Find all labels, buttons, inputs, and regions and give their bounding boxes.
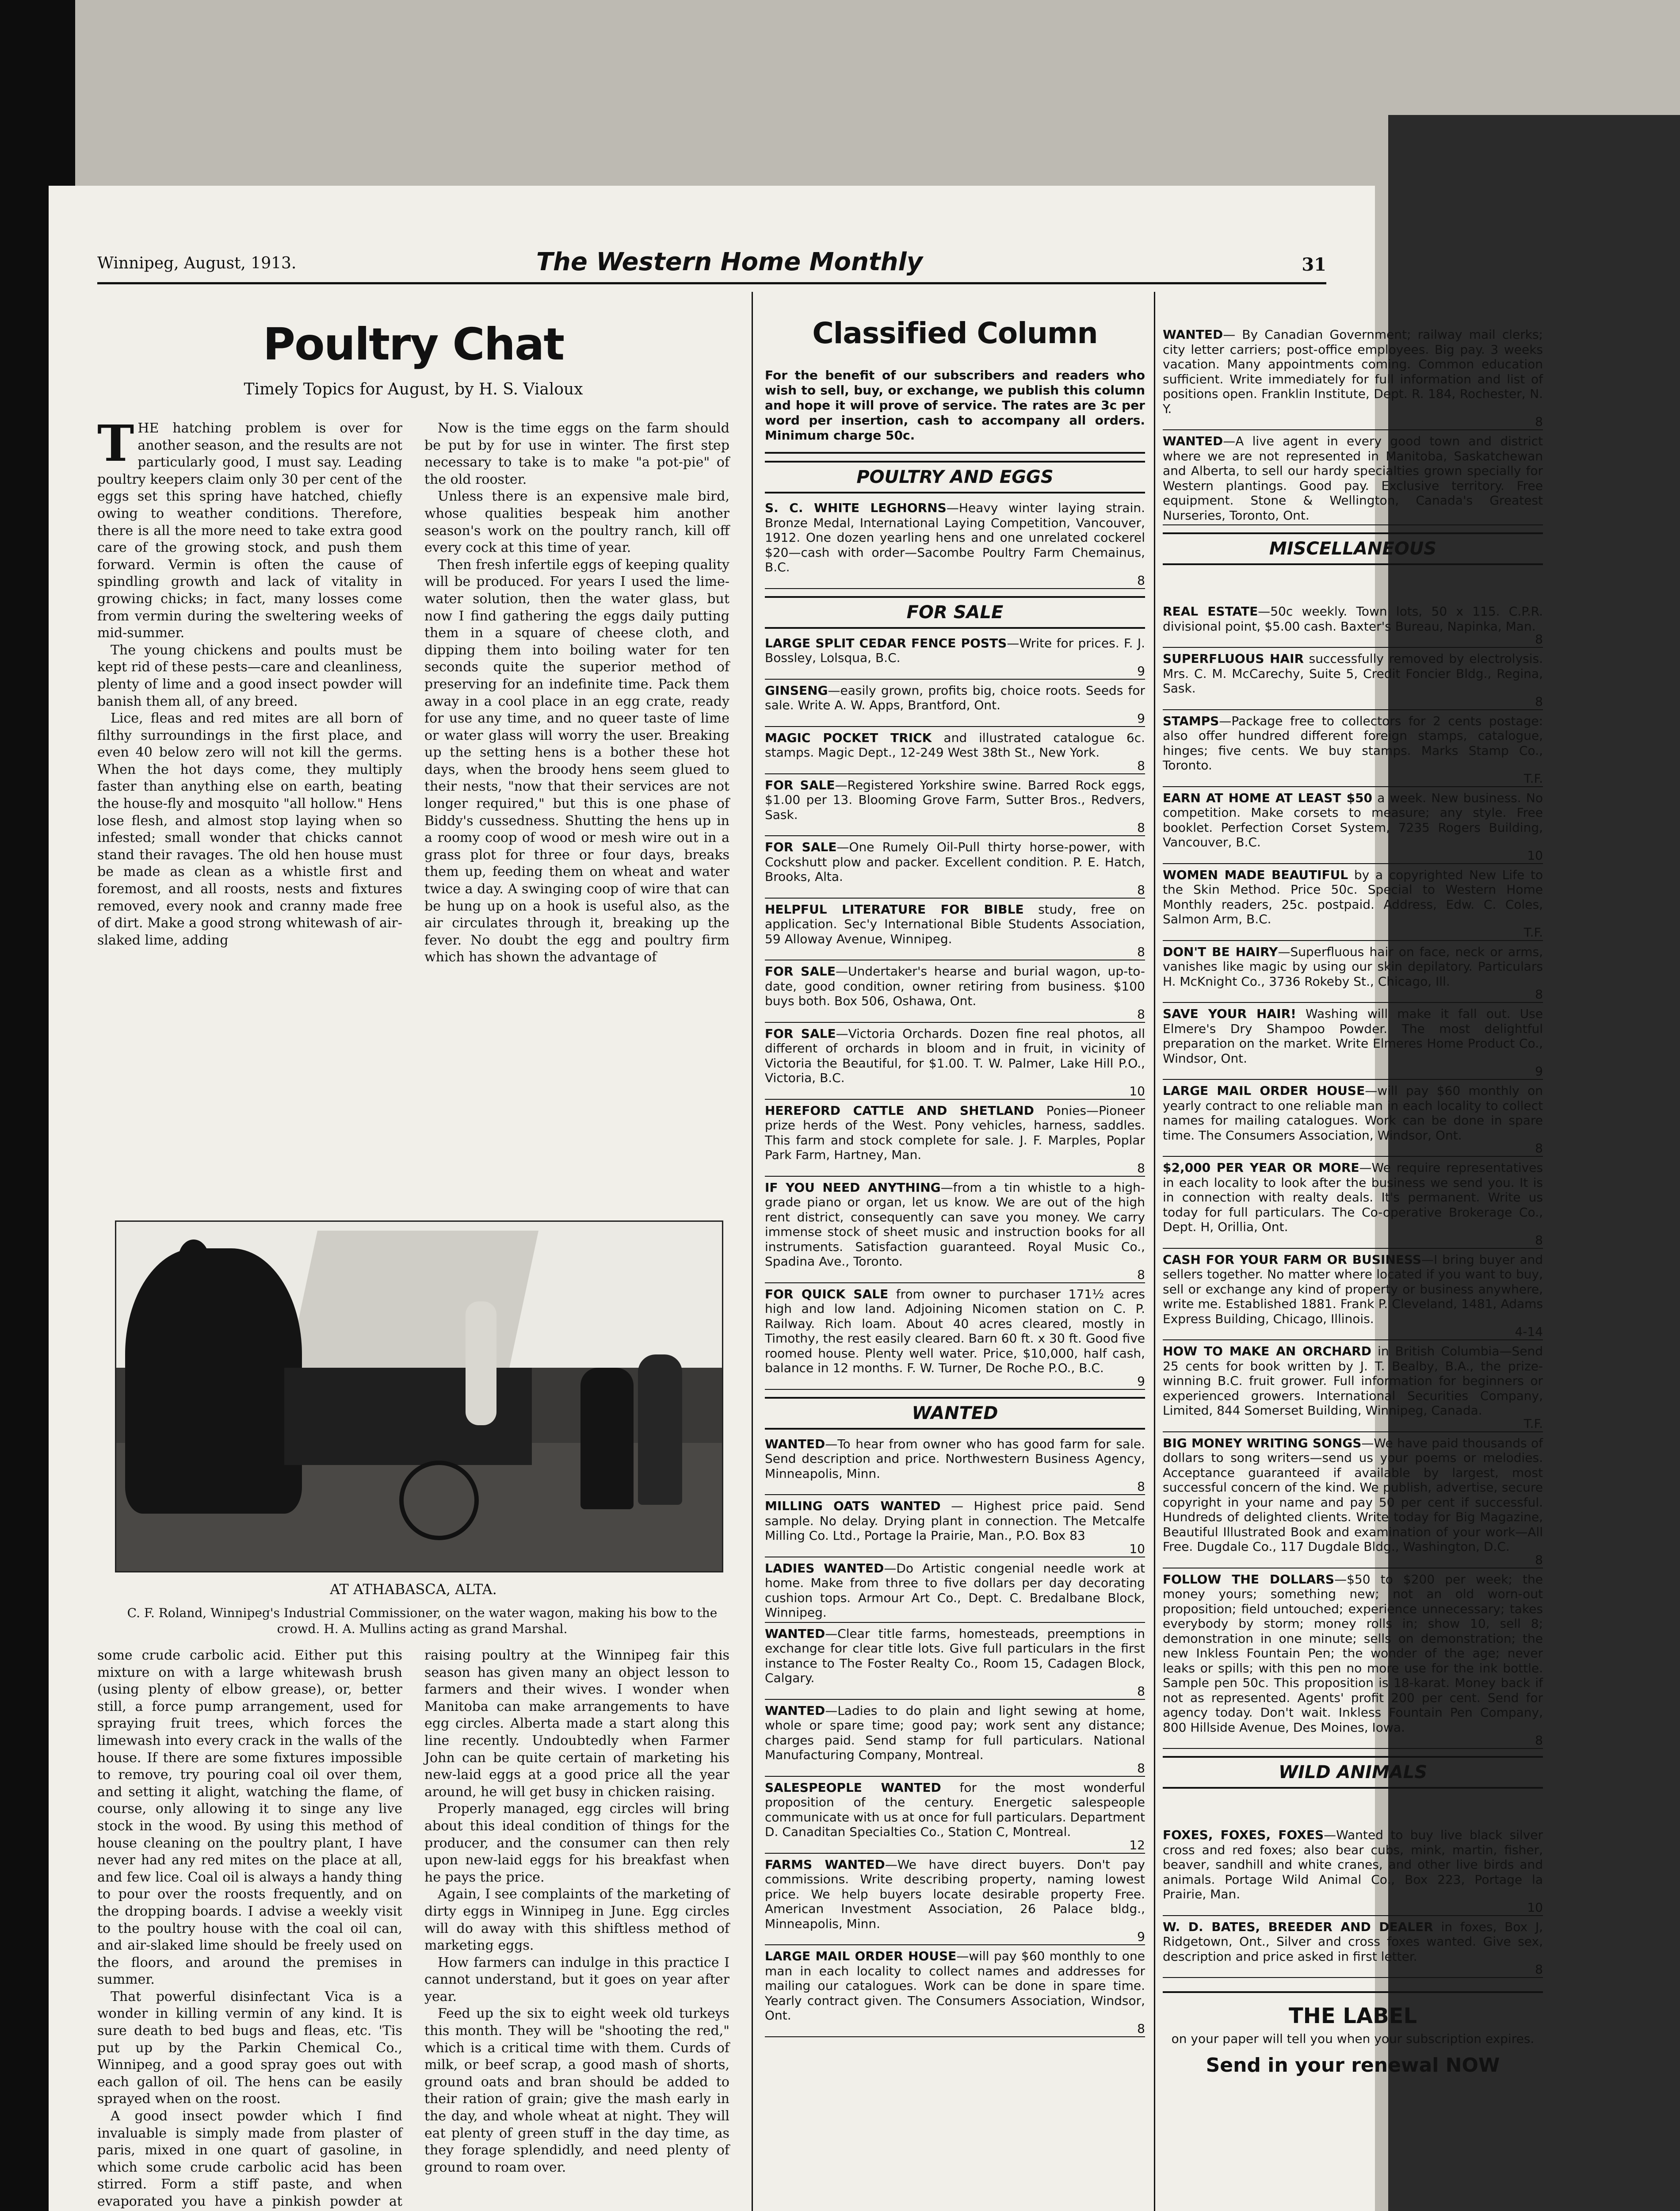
ad-text: by a copyrighted New Life to the Skin Method. Price 50c. Special to Western Home Monthly readers, 25c. postpaid. Address, Edw. C. Coles, Salmon Arm, B.C. bbox=[1163, 867, 1543, 926]
ad-lead: $2,000 PER YEAR OR MORE bbox=[1163, 1160, 1359, 1175]
ad-code: 8 bbox=[1535, 1141, 1543, 1155]
ad-code: 8 bbox=[1137, 882, 1145, 897]
ad-text: —will pay $60 monthly on yearly contract to one reliable man in each locality to collect names for mailing catalogues. Work can be done in spare time. The Consumers Association, Windsor, Ont. bbox=[1163, 1083, 1543, 1143]
ad-text: successfully removed by electrolysis. Mrs. C. M. McCarechy, Suite 5, Credit Foncier Bldg., Regina, Sask. bbox=[1163, 651, 1543, 696]
ads-top bbox=[1163, 292, 1543, 525]
classified-sections bbox=[765, 461, 1145, 2037]
article-paragraph: raising poultry at the Winnipeg fair this season has given many an object lesson to farmers and their wives. I wonder when Manitoba can make arrangements to have egg circles. Alberta made a start along this line recently. Undoubtedly when Farmer John can be quite certain of marketing his new-laid eggs at a good price all the year around, he will get busy in chicken raising. bbox=[424, 1648, 729, 1800]
ad-lead: HELPFUL LITERATURE FOR BIBLE bbox=[765, 902, 1024, 917]
classified-ad bbox=[765, 1433, 1145, 1496]
header-rule bbox=[97, 282, 1326, 284]
ad-text: —Write for prices. F. J. Bossley, Lolsqua, B.C. bbox=[765, 635, 1145, 665]
article-paragraph: Lice, fleas and red mites are all born of filthy surroundings in the first place, and even 40 below zero will not kill the germs. When the hot days come, they multiply faster than anything else on earth, beating the house-fly and mosquito "all hollow." Hens lose flesh, and almost stop laying when so infested; small wonder that chicks cannot stand their ravages. The old hen house must be made as clean as a whistle first and foremost, and all roosts, nests and fixtures removed, every nook and cranny made free of dirt. Make a good strong whitewash of air-slaked lime, adding bbox=[97, 711, 402, 948]
ad-code: 10 bbox=[1129, 1083, 1145, 1098]
photo-description: C. F. Roland, Winnipeg's Industrial Commissioner, on the water wagon, making his bow to the crowd. H. A. Mullins acting as grand Marshal. bbox=[127, 1606, 718, 1636]
ad-lead: WANTED bbox=[765, 1703, 825, 1718]
ad-text: —Do Artistic congenial needle work at home. Make from three to five dollars per day decorating cushion tops. Armour Art Co., Dept. C. Bredalbane Block, Winnipeg. bbox=[765, 1561, 1145, 1620]
ad-code: 8 bbox=[1535, 694, 1543, 709]
ad-text: and illustrated catalogue 6c. stamps. Magic Dept., 12-249 West 38th St., New York. bbox=[765, 730, 1145, 760]
classified-ad bbox=[765, 1623, 1145, 1700]
ad-code: 8 bbox=[1137, 573, 1145, 588]
ad-lead: LARGE MAIL ORDER HOUSE bbox=[765, 1949, 957, 1963]
ad-text: —One Rumely Oil-Pull thirty horse-power, with Cockshutt plow and packer. Excellent condition. P. E. Hatch, Brooks, Alta. bbox=[765, 840, 1145, 884]
ad-lead: DON'T BE HAIRY bbox=[1163, 944, 1278, 959]
classified-ad bbox=[765, 680, 1145, 727]
classified-ad bbox=[765, 1100, 1145, 1177]
ad-lead: FOLLOW THE DOLLARS bbox=[1163, 1572, 1335, 1587]
classified-ad bbox=[765, 497, 1145, 589]
ad-code: 8 bbox=[1137, 945, 1145, 959]
ad-code: 8 bbox=[1137, 1479, 1145, 1494]
classified-column bbox=[765, 292, 1145, 2037]
article-paragraph: That powerful disinfectant Vica is a wonder in killing vermin of any kind. It is sure death to bed bugs and fleas, etc. 'Tis put up by the Parkin Chemical Co., Winnipeg, and a good spray goes out with each gallon of oil. The hens can be easily sprayed when on the roost. bbox=[97, 1989, 402, 2107]
classified-ad bbox=[765, 774, 1145, 837]
ad-text: —We require representatives in each locality to look after the business we send you. It is in connection with realty deals. It's permanent. Write us today for full particulars. The Co-operative Brokerage Co., Dept. H, Orillia, Ont. bbox=[1163, 1160, 1543, 1234]
ad-code: 12 bbox=[1129, 1837, 1145, 1852]
ad-text: —We have direct buyers. Don't pay commissions. Write describing property, naming lowest price. We help buyers locate desirable property Free. American Investment Association, 26 Palace bldg., Minneapolis, Minn. bbox=[765, 1857, 1145, 1931]
classified-ad bbox=[1163, 710, 1543, 787]
ad-code: 8 bbox=[1535, 414, 1543, 429]
ad-code: 10 bbox=[1527, 1900, 1543, 1915]
classified-ad bbox=[765, 1023, 1145, 1100]
ad-text: for the most wonderful proposition of the century. Energetic salespeople communicate with us at once for full particulars. Department D. Canaditan Specialties Co., Station C, Montreal. bbox=[765, 1780, 1145, 1839]
ad-lead: WANTED bbox=[1163, 434, 1223, 448]
article-column-2 bbox=[424, 420, 729, 1207]
article-paragraph: Then fresh infertile eggs of keeping quality will be produced. For years I used the lime-water solution, then the water glass, but now I find gathering the eggs daily putting them in a square of cheese cloth, and dipping them into boiling water for ten seconds quite the superior method of preserving for an indefinite time. Pack them away in a cool place in an egg crate, ready for use any time, and no queer taste of lime or water glass will worry the user. Breaking up the setting hens is a bother these hot days, when the broody hens seem glued to their nests, "now that their services are not longer required," but this is one phase of Biddy's cussedness. Shutting the hens up in a roomy coop of wood or mesh wire out in a grass plot for three or four days, breaks them up, feeding them on wheat and water twice a day. A swinging coop of wire that can be hung up on a hook is useful also, as the air circulates through it, breaking up the fever. No doubt the egg and poultry firm which has shown the advantage of bbox=[424, 557, 729, 965]
ad-code: 9 bbox=[1137, 711, 1145, 726]
ad-lead: S. C. WHITE LEGHORNS bbox=[765, 501, 947, 515]
article-paragraph: some crude carbolic acid. Either put this mixture on with a large whitewash brush (using plenty of elbow grease), or, better still, a force pump arrangement, used for spraying fruit trees, which forces the limewash into every crack in the walls of the house. If there are some fixtures impossible to remove, try pouring coal oil over them, and setting it alight, watching the flame, of course, only allowing it to singe any live stock in the wood. By using this method of house cleaning on the poultry plant, I have never had any red mites on the place at all, and few lice. Coal oil is always a handy thing to pour over the roosts frequently, and on the dropping boards. I advise a weekly visit to the poultry house with the coal oil can, and air-slaked lime should be freely used on the floors, and around the premises in summer. bbox=[97, 1648, 402, 1988]
ad-code: T.F. bbox=[1523, 925, 1543, 940]
ad-code: 9 bbox=[1137, 663, 1145, 678]
ad-text: —Superfluous hair on face, neck or arms, vanishes like magic by using our skin depilatory. Particulars H. McKnight Co., 3736 Rokeby St., Chicago, Ill. bbox=[1163, 944, 1543, 989]
classified-ad bbox=[1163, 1157, 1543, 1249]
ad-code: 9 bbox=[1137, 1373, 1145, 1389]
photo-figure bbox=[638, 1354, 682, 1505]
classified-ad bbox=[1163, 648, 1543, 710]
classified-ad bbox=[765, 899, 1145, 961]
ad-text: —Wanted to buy live black silver cross and red foxes; also bear cubs, mink, martin, fisher, beaver, sandhill and white cranes, and other live birds and animals. Portage Wild Animal Co., Box 223, Portage la Prairie, Man. bbox=[1163, 1828, 1543, 1901]
label-subtitle: on your paper will tell you when your subscription expires. bbox=[1171, 2031, 1535, 2046]
article-paragraph: THE hatching problem is over for another season, and the results are not particularly good, I must say. Leading poultry keepers claim only 30 per cent of the eggs set this spring have hatched, chiefly owing to weather conditions. Therefore, there is all the more need to take extra good care of the growing stock, and push them forward. Vermin is often the cause of spindling growth and lack of vitality in growing chicks; in fact, many losses come from vermin during the sweltering weeks of mid-summer. bbox=[97, 415, 402, 641]
ad-lead: IF YOU NEED ANYTHING bbox=[765, 1180, 941, 1195]
header-publication-title: The Western Home Monthly bbox=[536, 248, 923, 276]
classified-ad bbox=[1163, 569, 1543, 648]
photo-figure bbox=[580, 1368, 634, 1509]
label-title: THE LABEL bbox=[1163, 1991, 1543, 2028]
classified-ad bbox=[1163, 1568, 1543, 1749]
classified-ad bbox=[765, 960, 1145, 1023]
drop-cap: T bbox=[97, 415, 134, 473]
ad-code: 8 bbox=[1137, 1160, 1145, 1175]
ad-text: —from a tin whistle to a high-grade piano or organ, let us know. We are out of the high rent district, consequently can save you money. We carry immense stock of sheet music and instruction books for all instruments. Satisfaction guaranteed. Royal Music Co., Spadina Ave., Toronto. bbox=[765, 1180, 1145, 1269]
classified-ad bbox=[1163, 1003, 1543, 1080]
ad-lead: REAL ESTATE bbox=[1163, 604, 1258, 619]
ad-lead: WOMEN MADE BEAUTIFUL bbox=[1163, 867, 1348, 882]
article-paragraph: A good insect powder which I find invaluable is simply made from plaster of paris, mixed in one quart of gasoline, in which some crude carbolic acid has been stirred. Form a stiff paste, and when evaporated you have a pinkish powder at bbox=[97, 2108, 402, 2209]
ad-text: —A live agent in every good town and district where we are not represented in Manitoba, Saskatchewan and Alberta, to sell our hardy specialties grown specially for Western plantings. Good pay. Exclusive territory. Free equipment. Stone & Wellington, Canada's Greatest Nurseries, Toronto, Ont. bbox=[1163, 434, 1543, 523]
photo-caption: AT ATHABASCA, ALTA. bbox=[330, 1581, 497, 1598]
ad-lead: GINSENG bbox=[765, 683, 828, 698]
classified-ad bbox=[765, 1495, 1145, 1557]
article-paragraph: Now is the time eggs on the farm should be put by for use in winter. The first step necessary to take is to make "a pot-pie" of the old rooster. bbox=[424, 421, 729, 487]
ad-code: 8 bbox=[1535, 1552, 1543, 1567]
ad-text: in foxes, Box J, Ridgetown, Ont., Silver and cross foxes wanted. Give sex, description and price asked in first letter. bbox=[1163, 1919, 1543, 1964]
ad-lead: LARGE MAIL ORDER HOUSE bbox=[1163, 1083, 1365, 1098]
article-column-1 bbox=[97, 415, 402, 1207]
classified-ad bbox=[1163, 787, 1543, 864]
classified-ad bbox=[1163, 864, 1543, 941]
ad-lead: FOXES, FOXES, FOXES bbox=[1163, 1828, 1324, 1842]
classified-ad bbox=[765, 1854, 1145, 1946]
ad-code: 8 bbox=[1137, 2021, 1145, 2036]
ad-lead: WANTED bbox=[765, 1436, 825, 1451]
article-paragraph: Unless there is an expensive male bird, whose qualities bespeak him another season's work on the poultry ranch, kill off every cock at this time of year. bbox=[424, 489, 729, 556]
ad-lead: WANTED bbox=[765, 1626, 825, 1641]
ad-lead: SUPERFLUOUS HAIR bbox=[1163, 651, 1304, 666]
ad-text: —Undertaker's hearse and burial wagon, up-to-date, good condition, owner retiring from business. $100 buys both. Box 506, Oshawa, Ont. bbox=[765, 964, 1145, 1008]
ad-lead: SALESPEOPLE WANTED bbox=[765, 1780, 941, 1795]
article-column-4 bbox=[424, 1647, 729, 2175]
article-paragraph: How farmers can indulge in this practice I cannot understand, but it goes on year after year. bbox=[424, 1955, 729, 2004]
article-paragraph: The young chickens and poults must be kept rid of these pests—care and cleanliness, plenty of lime and a good insect powder will banish them all, of any breed. bbox=[97, 642, 402, 709]
ad-code: 8 bbox=[1535, 632, 1543, 646]
article-column-3 bbox=[97, 1647, 402, 2211]
ad-text: —I bring buyer and sellers together. No matter where located if you want to buy, sell or exchange any kind of property or business anywhere, write me. Established 1881. Frank P. Cleveland, 1481, Adams Express Building, Chicago, Illinois. bbox=[1163, 1252, 1543, 1326]
classified-ad bbox=[1163, 292, 1543, 430]
ad-lead: HEREFORD CATTLE AND SHETLAND bbox=[765, 1103, 1034, 1118]
ad-text: — By Canadian Government; railway mail clerks; city letter carriers; post-office employees. Big pay. 3 weeks vacation. Many appointments coming. Common education sufficient. Write immediately for full information and list of positions open. Franklin Institute, Dept. R. 184, Rochester, N. Y. bbox=[1163, 327, 1543, 416]
classified-ad bbox=[765, 836, 1145, 899]
classified-intro: For the benefit of our subscribers and readers who wish to sell, buy, or exchange, we publish this column and hope it will prove of service. The rates are 3c per word per insertion, cash to accompany all orders. Minimum charge 50c. bbox=[765, 368, 1145, 454]
ad-lead: HOW TO MAKE AN ORCHARD bbox=[1163, 1344, 1371, 1358]
classified-ad bbox=[1163, 430, 1543, 525]
classified-ad bbox=[1163, 1249, 1543, 1341]
classified-ad bbox=[765, 1700, 1145, 1777]
column-rule bbox=[1154, 292, 1155, 2211]
ad-text: study, free on application. Sec'y International Bible Students Association, 59 Alloway Avenue, Winnipeg. bbox=[765, 902, 1145, 946]
magazine-page bbox=[49, 186, 1543, 2211]
column-rule bbox=[752, 292, 753, 2211]
section-heading: FOR SALE bbox=[765, 596, 1145, 629]
ad-text: —will pay $60 monthly to one man in each locality to collect names and addresses for mailing our catalogues. Work can be done in spare time. Yearly contract given. The Consumers Association, Windsor, Ont. bbox=[765, 1949, 1145, 2023]
classified-column-right bbox=[1163, 292, 1543, 2077]
section-heading: POULTRY AND EGGS bbox=[765, 461, 1145, 493]
header-date: Winnipeg, August, 1913. bbox=[97, 254, 297, 272]
ad-text: —We have paid thousands of dollars to song writers—send us your poems or melodies. Acceptance guaranteed if available by largest, most successful concern of the kind. We publish, advertise, secure copyright in your name and pay 50 per cent if successful. Hundreds of delighted clients. Write today for Big Magazine, Beautiful Illustrated Book and examination of your work—All Free. Dugdale Co., 117 Dugdale Bldg., Washington, D.C. bbox=[1163, 1435, 1543, 1554]
classified-ad bbox=[1163, 1432, 1543, 1568]
classified-title: Classified Column bbox=[812, 316, 1098, 350]
ad-lead: CASH FOR YOUR FARM OR BUSINESS bbox=[1163, 1252, 1421, 1267]
ad-code: 8 bbox=[1535, 1733, 1543, 1748]
classified-ad bbox=[1163, 1340, 1543, 1432]
classified-ad bbox=[765, 727, 1145, 774]
ad-text: —Registered Yorkshire swine. Barred Rock eggs, $1.00 per 13. Blooming Grove Farm, Sutter Bros., Redvers, Sask. bbox=[765, 777, 1145, 822]
ad-code: 8 bbox=[1535, 1962, 1543, 1977]
ad-text: —Victoria Orchards. Dozen fine real photos, all different of orchards in bloom and in fruit, in vicinity of Victoria the Beautiful, for $1.00. T. W. Palmer, Lake Hill P.O., Victoria, B.C. bbox=[765, 1026, 1145, 1085]
ad-code: T.F. bbox=[1523, 771, 1543, 786]
renewal-call-to-action: Send in your renewal NOW bbox=[1206, 2054, 1500, 2077]
ad-text: —Package free to collectors for 2 cents postage: also offer hundred different foreign stamps, catalogue, hinges; five cents. We buy stamps. Marks Stamp Co., Toronto. bbox=[1163, 713, 1543, 773]
ad-text: —To hear from owner who has good farm for sale. Send description and price. Northwestern Business Agency, Minneapolis, Minn. bbox=[765, 1436, 1145, 1481]
ad-code: 8 bbox=[1137, 1006, 1145, 1021]
section-heading-wild-animals: WILD ANIMALS bbox=[1163, 1756, 1543, 1789]
ad-lead: STAMPS bbox=[1163, 713, 1219, 728]
ad-text: from owner to purchaser 171½ acres high and low land. Adjoining Nicomen station on C. P. Railway. Rich loam. About 40 acres cleared, mostly in Timothy, the rest easily cleared. Barn 60 ft. x 30 ft. Good five roomed house. Plenty well water. Price, $10,000, half cash, balance in 12 months. F. W. Turner, De Roche P.O., B.C. bbox=[765, 1286, 1145, 1375]
label-notice bbox=[1163, 1991, 1543, 2077]
ad-lead: FOR QUICK SALE bbox=[765, 1286, 889, 1301]
classified-ad bbox=[1163, 1916, 1543, 1978]
ad-lead: WANTED bbox=[1163, 327, 1223, 342]
ad-text: Washing will make it fall out. Use Elmere's Dry Shampoo Powder. The most delightful preparation on the market. Write Elmeres Home Product Co., Windsor, Ont. bbox=[1163, 1006, 1543, 1066]
ad-lead: W. D. BATES, BREEDER AND DEALER bbox=[1163, 1919, 1433, 1934]
ad-lead: MILLING OATS WANTED bbox=[765, 1499, 941, 1513]
classified-ad bbox=[1163, 941, 1543, 1003]
ad-code: 8 bbox=[1137, 820, 1145, 835]
classified-ad bbox=[1163, 1792, 1543, 1916]
ad-code: 9 bbox=[1535, 1064, 1543, 1079]
ad-text: —easily grown, profits big, choice roots. Seeds for sale. Write A. W. Apps, Brantford, Ont. bbox=[765, 683, 1145, 712]
classified-ad bbox=[765, 1945, 1145, 2037]
article-title: Poultry Chat bbox=[263, 318, 564, 370]
ad-lead: FOR SALE bbox=[765, 777, 835, 792]
ad-text: —Clear title farms, homesteads, preemptions in exchange for clear title lots. Give full particulars in the first instance to The Foster Realty Co., Room 15, Cadagen Block, Calgary. bbox=[765, 1626, 1145, 1685]
ad-code: 8 bbox=[1137, 1760, 1145, 1775]
ad-lead: LADIES WANTED bbox=[765, 1561, 884, 1576]
classified-ad bbox=[1163, 1080, 1543, 1157]
classified-ad bbox=[765, 632, 1145, 680]
ad-lead: EARN AT HOME AT LEAST $50 bbox=[1163, 790, 1373, 805]
header-page-number: 31 bbox=[1302, 254, 1326, 275]
ads-miscellaneous bbox=[1163, 569, 1543, 1749]
ad-lead: LARGE SPLIT CEDAR FENCE POSTS bbox=[765, 635, 1007, 650]
section-heading: WANTED bbox=[765, 1397, 1145, 1430]
article-paragraph: Properly managed, egg circles will bring about this ideal condition of things for the producer, and the consumer can then rely upon new-laid eggs for his breakfast when he pays the price. bbox=[424, 1801, 729, 1885]
ads-wild-animals bbox=[1163, 1792, 1543, 1978]
photo-horse bbox=[125, 1248, 302, 1514]
photo-building bbox=[286, 1231, 538, 1377]
ad-text: Ponies—Pioneer prize herds of the West. Pony vehicles, harness, saddles. This farm and stock complete for sale. J. F. Marples, Poplar Park Farm, Hartney, Man. bbox=[765, 1103, 1145, 1162]
article-photo bbox=[115, 1220, 723, 1572]
ad-lead: MAGIC POCKET TRICK bbox=[765, 730, 932, 745]
ad-text: — Highest price paid. Send sample. No delay. Drying plant in connection. The Metcalfe Milling Co. Ltd., Portage la Prairie, Man., P.O. Box 83 bbox=[765, 1499, 1145, 1543]
classified-ad bbox=[765, 1177, 1145, 1283]
classified-ad bbox=[765, 1777, 1145, 1854]
ad-code: 8 bbox=[1137, 1683, 1145, 1698]
ad-lead: FOR SALE bbox=[765, 840, 837, 854]
ad-code: 8 bbox=[1535, 987, 1543, 1002]
ad-code: 9 bbox=[1137, 1929, 1145, 1944]
ad-lead: FARMS WANTED bbox=[765, 1857, 885, 1872]
ad-text: —Ladies to do plain and light sewing at home, whole or spare time; good pay; work sent any distance; charges paid. Send stamp for full particulars. National Manufacturing Company, Montreal. bbox=[765, 1703, 1145, 1762]
article-paragraph: Again, I see complaints of the marketing of dirty eggs in Winnipeg in June. Egg circles will do away with this shiftless method of marketing eggs. bbox=[424, 1886, 729, 1954]
photo-wheel bbox=[399, 1461, 479, 1540]
ad-code: 10 bbox=[1129, 1541, 1145, 1556]
ad-code: 8 bbox=[1535, 1232, 1543, 1247]
ad-code: 8 bbox=[1137, 1267, 1145, 1282]
ad-text: —Heavy winter laying strain. Bronze Medal, International Laying Competition, Vancouver, 1912. One dozen yearling hens and one unrelated cockerel $20—cash with order—Sacombe Poultry Farm Chemainus, B.C. bbox=[765, 501, 1145, 574]
classified-ad bbox=[765, 1557, 1145, 1623]
ad-code: 10 bbox=[1527, 848, 1543, 863]
ad-text: a week. New business. No competition. Make corsets to measure; any style. Free booklet. Perfection Corset System, 7235 Rogers Building, Vancouver, B.C. bbox=[1163, 790, 1543, 849]
photo-figure bbox=[178, 1239, 209, 1279]
ad-code: T.F. bbox=[1523, 1416, 1543, 1431]
ad-lead: FOR SALE bbox=[765, 964, 836, 979]
article-subtitle: Timely Topics for August, by H. S. Vialoux bbox=[244, 380, 583, 398]
article-paragraph: Feed up the six to eight week old turkeys this month. They will be "shooting the red," which is a critical time with them. Curds of milk, or beef scrap, a good mash of shorts, ground oats and bran should be added to their ration of grain; give the mash early in the day, and whole wheat at night. They will eat plenty of green stuff in the day time, as they forage splendidly, and need plenty of ground to roam over. bbox=[424, 2006, 729, 2175]
ad-code: 4-14 bbox=[1515, 1324, 1543, 1339]
ad-text: —50c weekly. Town lots, 50 x 115. C.P.R. divisional point, $5.00 cash. Baxter's Bureau, Napinka, Man. bbox=[1163, 604, 1543, 634]
photo-figure-standing bbox=[466, 1301, 496, 1425]
ad-lead: FOR SALE bbox=[765, 1026, 836, 1041]
ad-lead: BIG MONEY WRITING SONGS bbox=[1163, 1435, 1362, 1450]
ad-lead: SAVE YOUR HAIR! bbox=[1163, 1006, 1296, 1021]
ad-text: in British Columbia—Send 25 cents for book written by J. T. Bealby, B.A., the prize-winning B.C. fruit grower. Full information for beginners or experienced growers. International Securities Company, Limited, 844 Somerset Building, Winnipeg, Canada. bbox=[1163, 1344, 1543, 1418]
classified-ad bbox=[765, 1283, 1145, 1390]
ad-code: 8 bbox=[1137, 758, 1145, 773]
section-heading-miscellaneous: MISCELLANEOUS bbox=[1163, 532, 1543, 565]
ad-text: —$50 to $200 per week; the money yours; something new; not an old worn-out proposition; field untouched; experience unnecessary; takes everybody by storm; money rolls in; show 10, sell 8; demonstration in one minute; sells on demonstration; the new Inkless Fountain Pen; the wonder of the age; never leaks or spills; with this pen no more use for the ink bottle. Sample pen 50c. This proposition is 18-karat. Money back if not as represented. Agents' profit 200 per cent. Send for agency today. Don't wait. Inkless Fountain Pen Company, 800 Hillside Avenue, Des Moines, Iowa. bbox=[1163, 1572, 1543, 1735]
